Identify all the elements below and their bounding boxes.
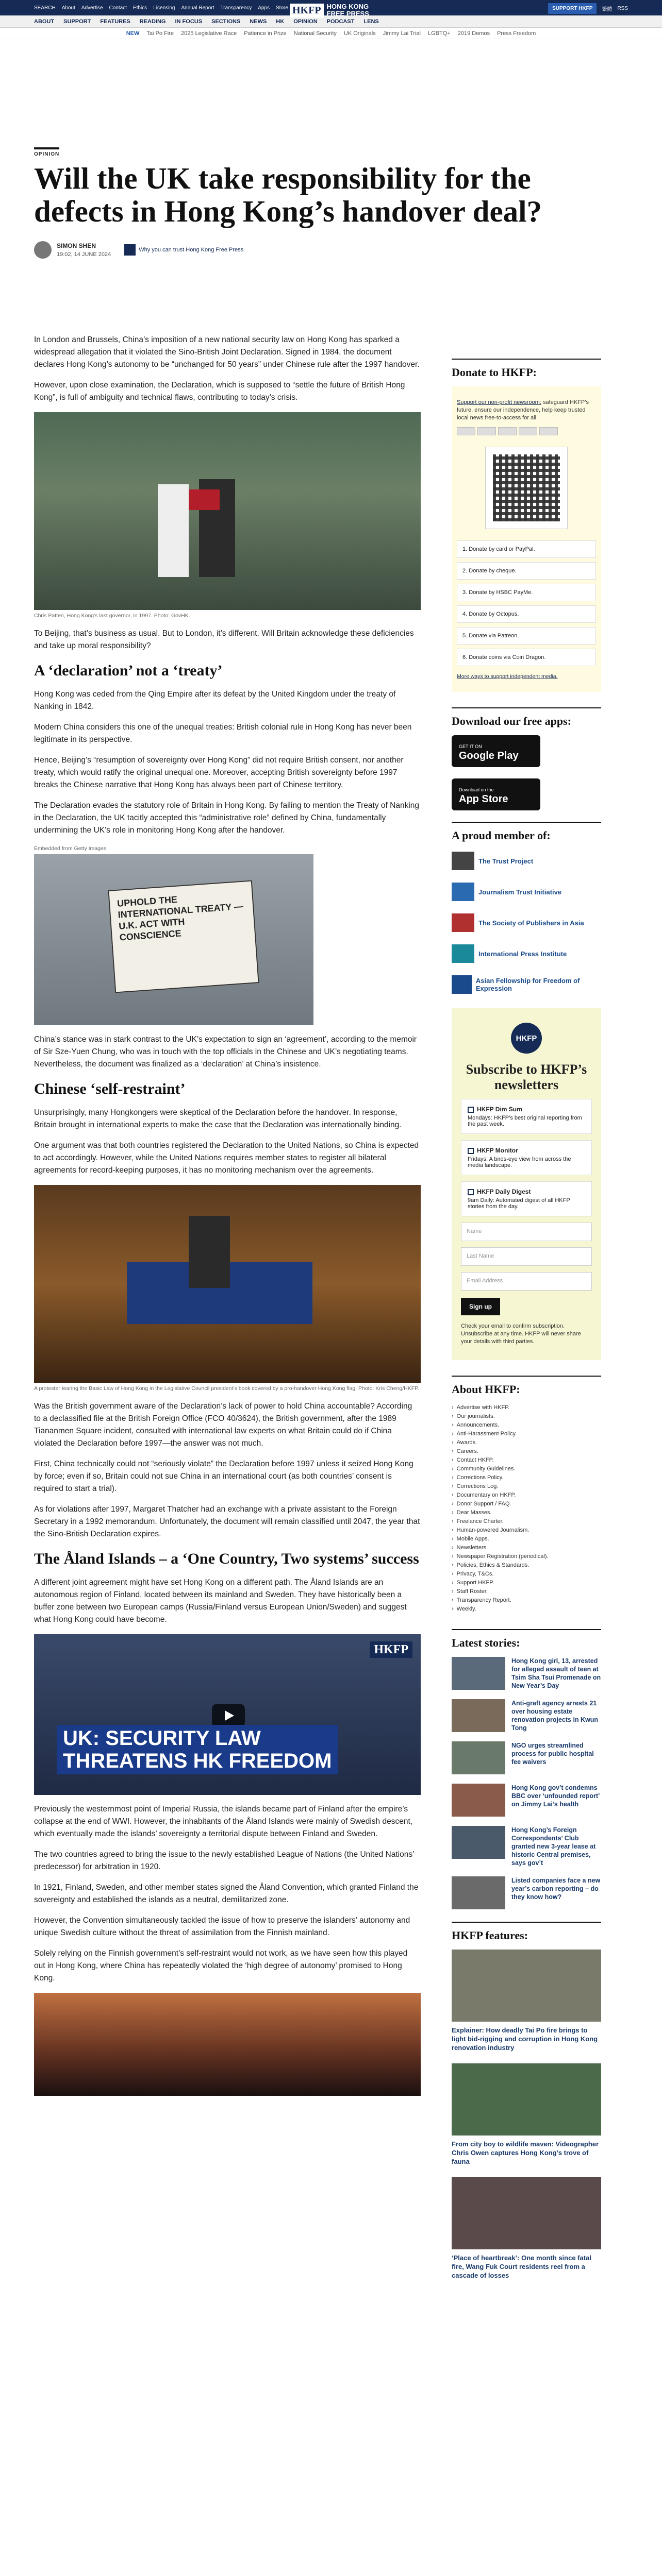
video-badge: HKFP bbox=[370, 1641, 412, 1658]
video-thumbnail[interactable] bbox=[34, 1634, 421, 1795]
topbar-link-apps[interactable]: Apps bbox=[258, 5, 270, 11]
trending-new-label: NEW bbox=[126, 30, 140, 37]
about-link[interactable]: › Corrections Log. bbox=[452, 1482, 601, 1491]
about-link[interactable]: › Weekly. bbox=[452, 1605, 601, 1614]
newsletter-option-monitor[interactable]: HKFP Monitor Fridays: A birds-eye view from across the media landscape. bbox=[461, 1140, 592, 1175]
topbar-link-about[interactable]: About bbox=[61, 5, 75, 11]
top-bar bbox=[0, 0, 662, 18]
paragraph: One argument was that both countries registered the Declaration to the United Nations, so China is expected to act accordingly. However, while the United Nations requires member states to register all bilateral agreements for record-keeping purposes, it has no monitoring mechanism over the agreements. bbox=[34, 1141, 419, 1175]
features-heading: HKFP features: bbox=[452, 1922, 601, 1942]
logo-mark: HKFP bbox=[290, 4, 324, 18]
protest-photo bbox=[34, 854, 313, 1025]
paragraph: The Declaration evades the statutory role of Britain in Hong Kong. By failing to mention the Treaty of Nanking in the Declaration, the UK tacitly accepted this “administrative role” defined by China, fundamentally undermining the UK’s role in monitoring Hong Kong after the handover. bbox=[34, 801, 419, 835]
donate-link[interactable]: Support our non-profit newsroom: bbox=[457, 399, 541, 405]
nav-podcast[interactable]: PODCAST bbox=[326, 18, 355, 25]
email-input[interactable]: Email Address bbox=[461, 1272, 592, 1291]
nav-hk[interactable]: HK bbox=[276, 18, 285, 25]
author-avatar[interactable] bbox=[34, 241, 52, 259]
nav-in-focus[interactable]: IN FOCUS bbox=[175, 18, 203, 25]
about-link[interactable]: › Announcements. bbox=[452, 1421, 601, 1430]
video-embed[interactable] bbox=[34, 1634, 421, 1795]
about-link[interactable]: › Advertise with HKFP. bbox=[452, 1403, 601, 1412]
visa-icon bbox=[457, 427, 475, 435]
latest-story[interactable]: NGO urges streamlined process for public hospital fee waivers bbox=[452, 1741, 601, 1774]
byline bbox=[34, 241, 627, 259]
sidebar bbox=[452, 359, 601, 2291]
latest-story[interactable]: Hong Kong’s Foreign Correspondents’ Club granted new 3-year lease at historic Central premises, says gov’t bbox=[452, 1826, 601, 1867]
latest-story[interactable]: Hong Kong gov’t condemns BBC over ‘unfounded report’ on Jimmy Lai’s health bbox=[452, 1784, 601, 1817]
trust-note[interactable]: Why you can trust Hong Kong Free Press bbox=[124, 244, 243, 256]
paragraph: However, upon close examination, the Declaration, which is supposed to “settle the future of British Hong Kong”, is full of ambiguity and technical flaws, contributing to today’s crisis. bbox=[34, 381, 405, 402]
trust-icon bbox=[124, 244, 136, 256]
section-tag[interactable]: OPINION bbox=[34, 147, 59, 157]
donate-option[interactable]: 1. Donate by card or PayPal. bbox=[457, 540, 596, 558]
nav-opinion[interactable]: OPINION bbox=[293, 18, 318, 25]
nav-sections[interactable]: SECTIONS bbox=[211, 18, 241, 25]
article-header bbox=[34, 147, 627, 259]
publish-date: 19:02, 14 JUNE 2024 bbox=[57, 251, 111, 258]
topbar-link-store[interactable]: Store bbox=[276, 5, 288, 11]
affex-logo bbox=[452, 975, 472, 994]
about-link[interactable]: › Anti-Harassment Policy. bbox=[452, 1430, 601, 1438]
trending-item[interactable]: Press Freedom bbox=[497, 30, 536, 37]
applepay-icon bbox=[539, 427, 558, 435]
figure-legco bbox=[34, 1185, 421, 1392]
topbar-link-ethics[interactable]: Ethics bbox=[133, 5, 147, 11]
latest-story[interactable]: Anti-graft agency arrests 21 over housing estate renovation projects in Kwun Tong bbox=[452, 1699, 601, 1732]
paypal-icon bbox=[519, 427, 537, 435]
latest-story[interactable]: Hong Kong girl, 13, arrested for alleged assault of teen at Tsim Sha Tsui Promenade on New Year’s Day bbox=[452, 1657, 601, 1690]
paragraph: China’s stance was in stark contrast to the UK’s expectation to sign an ‘agreement’, according to the memoir of Sir Sze-Yuen Chung, who was in touch with the top officials in the Chinese and UK’s negotiating teams. Nevertheless, the document was finalized as a ‘declaration’ at China’s insistence. bbox=[34, 1035, 417, 1069]
legco-photo bbox=[34, 1185, 421, 1383]
paragraph: First, China technically could not “seriously violate” the Declaration before 1997 unless it seized Hong Kong by force; even if so, Britain could not sue China in an international court (as both countries’ consent is required to start a trial). bbox=[34, 1460, 413, 1493]
figure-handover bbox=[34, 412, 421, 619]
about-link[interactable]: › Corrections Policy. bbox=[452, 1473, 601, 1482]
article-title: Will the UK take responsibility for the defects in Hong Kong’s handover deal? bbox=[34, 161, 542, 228]
paragraph: Modern China considers this one of the unequal treaties: British colonial rule in Hong Kong has never been legitimate in its perspective. bbox=[34, 723, 412, 744]
nav-news[interactable]: NEWS bbox=[250, 18, 267, 25]
about-link[interactable]: › Documentary on HKFP. bbox=[452, 1491, 601, 1500]
member-ipi[interactable]: International Press Institute bbox=[452, 942, 601, 965]
about-link[interactable]: › Freelance Charter. bbox=[452, 1517, 601, 1526]
donate-option[interactable]: 6. Donate coins via Coin Dragon. bbox=[457, 649, 596, 666]
newsletter-option-dimsum[interactable]: HKFP Dim Sum Mondays: HKFP’s best original reporting from the past week. bbox=[461, 1099, 592, 1134]
trending-item[interactable]: Tai Po Fire bbox=[146, 30, 174, 37]
about-link[interactable]: › Dear Masses. bbox=[452, 1509, 601, 1517]
app-store-button[interactable]: Download on the App Store bbox=[452, 778, 540, 810]
paragraph: Was the British government aware of the Declaration’s lack of power to hold China accountable? According to a declassified file at the British Foreign Office (FCO 40/3624), the British government, after the 1989 Tiananmen Square incident, consulted with international law experts on what Britain could do if China violated the Declaration before 1997—the answer was not much. bbox=[34, 1402, 412, 1448]
author-name[interactable]: SIMON SHEN bbox=[57, 242, 96, 249]
feature-story[interactable]: ‘Place of heartbreak’: One month since fatal fire, Wang Fuk Court residents reel from a cascade of losses bbox=[452, 2177, 601, 2280]
more-ways-link[interactable]: More ways to support independent media. bbox=[457, 673, 558, 680]
trending-item[interactable]: National Security bbox=[293, 30, 337, 37]
paragraph: To Beijing, that’s business as usual. But to London, it’s different. Will Britain acknowledge these deficiencies and take up moral responsibility? bbox=[34, 629, 414, 650]
trending-item[interactable]: Jimmy Lai Trial bbox=[383, 30, 421, 37]
language-link[interactable]: 繁體 bbox=[602, 7, 613, 12]
sopa-logo bbox=[452, 913, 474, 932]
member-sopa[interactable]: The Society of Publishers in Asia bbox=[452, 911, 601, 934]
donate-option[interactable]: 4. Donate by Octopus. bbox=[457, 605, 596, 623]
section-heading: Chinese ‘self-restraint’ bbox=[34, 1080, 186, 1097]
nav-support[interactable]: SUPPORT bbox=[63, 18, 91, 25]
paragraph: Hong Kong was ceded from the Qing Empire after its defeat by the United Kingdom under the treaty of Nanking in 1842. bbox=[34, 690, 396, 711]
about-link[interactable]: › Staff Roster. bbox=[452, 1587, 601, 1596]
trending-item[interactable]: 2019 Demos bbox=[457, 30, 490, 37]
play-icon[interactable] bbox=[212, 1704, 245, 1727]
mastercard-icon bbox=[477, 427, 496, 435]
latest-story[interactable]: Listed companies face a new year’s carbon reporting – do they know how? bbox=[452, 1876, 601, 1909]
paragraph: As for violations after 1997, Margaret Thatcher had an exchange with a private assistant to the Foreign Secretary in a 1992 memorandum. Unfortunately, the document will remain classified until 2047, the year that the Sino-British Declaration expires. bbox=[34, 1505, 420, 1538]
newsletter-logo: HKFP bbox=[511, 1023, 542, 1054]
paragraph: Solely relying on the Finnish government’s self-restraint would not work, as we have seen how this played out in Hong Kong, where China has repeatedly violated the ‘high degree of autonomy’ promised to Hong Kong. bbox=[34, 1949, 408, 1982]
topbar-link-annual-report[interactable]: Annual Report bbox=[181, 5, 214, 11]
checkbox-icon[interactable] bbox=[468, 1189, 474, 1195]
topbar-link-licensing[interactable]: Licensing bbox=[153, 5, 175, 11]
section-heading: The Åland Islands – a ‘One Country, Two systems’ success bbox=[34, 1550, 419, 1567]
about-link[interactable]: › Awards. bbox=[452, 1438, 601, 1447]
about-link[interactable]: › Support HKFP. bbox=[452, 1579, 601, 1587]
about-link[interactable]: › Newsletters. bbox=[452, 1544, 601, 1552]
paragraph: Hence, Beijing’s “resumption of sovereignty over Hong Kong” did not require British consent, nor another treaty, which would ratify the original unequal one. Moreover, accepting British sovereignty before 1997 breaks the Chinese narrative that Hong Kong has always been part of Chinese territory. bbox=[34, 756, 404, 789]
about-heading: About HKFP: bbox=[452, 1376, 601, 1396]
checkbox-icon[interactable] bbox=[468, 1107, 474, 1113]
donate-qr-code[interactable] bbox=[485, 447, 568, 529]
protest-sign-text: UPHOLD THE INTERNATIONAL TREATY — U.K. ACT WITH CONSCIENCE bbox=[108, 880, 259, 993]
paragraph: In 1921, Finland, Sweden, and other member states signed the Åland Convention, which granted Finland the sovereignty and established the islands as a neutral, demilitarized zone. bbox=[34, 1883, 419, 1904]
about-link[interactable]: › Newspaper Registration (periodical). bbox=[452, 1552, 601, 1561]
donate-heading: Donate to HKFP: bbox=[452, 359, 601, 379]
donate-option[interactable]: 3. Donate by HSBC PayMe. bbox=[457, 584, 596, 601]
about-link[interactable]: › Mobile Apps. bbox=[452, 1535, 601, 1544]
trending-item[interactable]: LGBTQ+ bbox=[428, 30, 451, 37]
paragraph: A different joint agreement might have set Hong Kong on a different path. The Åland Islands are an autonomous region of Finland, located between its mainland and Sweden. They have historically been a buffer zone between two European camps (Russia/Finland versus European Union/Sweden) and suggest what Hong Kong could have become. bbox=[34, 1578, 407, 1624]
signup-button[interactable]: Sign up bbox=[461, 1298, 500, 1315]
member-trust-project[interactable]: The Trust Project bbox=[452, 850, 601, 872]
newsletter-option-digest[interactable]: HKFP Daily Digest 9am Daily: Automated digest of all HKFP stories from the day. bbox=[461, 1181, 592, 1216]
figure-protest-sign bbox=[34, 845, 421, 1025]
figure-sunset bbox=[34, 1993, 421, 2096]
about-link[interactable]: › Contact HKFP. bbox=[452, 1456, 601, 1465]
figure-caption: A protester tearing the Basic Law of Hong Kong in the Legislative Council president’s book covered by a pro-handover Hong Kong flag. Photo: Kris Cheng/HKFP. bbox=[34, 1385, 419, 1392]
about-link[interactable]: › Our journalists. bbox=[452, 1412, 601, 1421]
newsletter-note: Check your email to confirm subscription. Unsubscribe at any time. HKFP will never share your details with third parties. bbox=[461, 1323, 581, 1345]
apps-heading: Download our free apps: bbox=[452, 707, 601, 728]
feature-story[interactable]: From city boy to wildlife maven: Videographer Chris Owen captures Hong Kong’s trove of fauna bbox=[452, 2063, 601, 2166]
feature-story[interactable]: Explainer: How deadly Tai Po fire brings to light bid-rigging and corruption in Hong Kong renovation industry bbox=[452, 1950, 601, 2052]
video-title: UK: SECURITY LAW THREATENS HK FREEDOM bbox=[57, 1725, 338, 1774]
donate-option[interactable]: 2. Donate by cheque. bbox=[457, 562, 596, 580]
nav-about[interactable]: ABOUT bbox=[34, 18, 55, 25]
nav-reading[interactable]: READING bbox=[139, 18, 166, 25]
figure-caption: Chris Patten, Hong Kong’s last governor, in 1997. Photo: GovHK. bbox=[34, 613, 190, 619]
trending-bar bbox=[0, 28, 662, 39]
jti-logo bbox=[452, 883, 474, 901]
trending-item[interactable]: Patience in Prize bbox=[244, 30, 287, 37]
paragraph: Previously the westernmost point of Imperial Russia, the islands became part of Finland after the empire’s collapse at the end of WWI. However, the inhabitants of the Åland Islands were mainly of Swedish descent, which eventually made the islands’ sovereignty a territorial dispute between Finland and Sweden. bbox=[34, 1805, 413, 1838]
about-link[interactable]: › Community Guidelines. bbox=[452, 1465, 601, 1473]
about-link[interactable]: › Transparency Report. bbox=[452, 1596, 601, 1605]
about-link[interactable]: › Careers. bbox=[452, 1447, 601, 1456]
ipi-logo bbox=[452, 944, 474, 963]
donate-option[interactable]: 5. Donate via Patreon. bbox=[457, 627, 596, 645]
about-link[interactable]: › Policies, Ethics & Standards. bbox=[452, 1561, 601, 1570]
last-name-input[interactable]: Last Name bbox=[461, 1247, 592, 1266]
paragraph: The two countries agreed to bring the issue to the newly established League of Nations (the United Nations’ predecessor) for arbitration in 1920. bbox=[34, 1850, 414, 1871]
handover-photo bbox=[34, 412, 421, 610]
topbar-link-search[interactable]: SEARCH bbox=[34, 5, 56, 11]
topbar-link-contact[interactable]: Contact bbox=[109, 5, 127, 11]
about-link[interactable]: › Privacy, T&Cs. bbox=[452, 1570, 601, 1579]
nav-features[interactable]: FEATURES bbox=[100, 18, 130, 25]
payment-icons bbox=[457, 427, 596, 435]
topbar-link-advertise[interactable]: Advertise bbox=[81, 5, 103, 11]
first-name-input[interactable]: Name bbox=[461, 1223, 592, 1241]
rss-link[interactable]: RSS bbox=[617, 6, 628, 11]
amex-icon bbox=[498, 427, 517, 435]
sunset-photo bbox=[34, 1993, 421, 2096]
paragraph: In London and Brussels, China’s imposition of a new national security law on Hong Kong has sparked a widespread allegation that it violated the Sino-British Joint Declaration. Signed in 1984, the document declares Hong Kong’s autonomy to be “unchanged for 50 years” under Chinese rule after the 1997 handover. bbox=[34, 335, 420, 369]
google-play-button[interactable]: GET IT ON Google Play bbox=[452, 735, 540, 767]
section-heading: A ‘declaration’ not a ‘treaty’ bbox=[34, 662, 223, 679]
embed-label: Embedded from Getty Images bbox=[34, 845, 107, 852]
about-link[interactable]: › Human-powered Journalism. bbox=[452, 1526, 601, 1535]
latest-heading: Latest stories: bbox=[452, 1629, 601, 1650]
about-link[interactable]: › Donor Support / FAQ. bbox=[452, 1500, 601, 1509]
newsletter-box bbox=[452, 1008, 601, 1360]
paragraph: Unsurprisingly, many Hongkongers were skeptical of the Declaration before the handover. In response, Britain brought in international experts to make the case that the Declaration was internationally binding. bbox=[34, 1108, 402, 1129]
about-list bbox=[452, 1403, 601, 1614]
member-heading: A proud member of: bbox=[452, 822, 601, 842]
paragraph: However, the Convention simultaneously tackled the issue of how to preserve the islanders’ autonomy and unique Swedish culture without the threat of assimilation from the Finnish mainland. bbox=[34, 1916, 410, 1937]
member-affex[interactable]: Asian Fellowship for Freedom of Expression bbox=[452, 973, 601, 996]
topbar-link-transparency[interactable]: Transparency bbox=[220, 5, 252, 11]
newsletter-title: Subscribe to HKFP’s newsletters bbox=[466, 1062, 587, 1092]
member-jti[interactable]: Journalism Trust Initiative bbox=[452, 880, 601, 903]
article-body bbox=[34, 334, 421, 2104]
nav-lens[interactable]: LENS bbox=[363, 18, 379, 25]
logo-text: HONG KONG FREE PRESS bbox=[326, 3, 369, 18]
donate-box: Support our non-profit newsroom: safeguard HKFP’s future, ensure our independence, help keep trusted local news free-to-access for all. 1. Donate by card or PayPal. 2. Donate by cheque. 3. Donate by HSBC PayMe. 4. Donate by Octopus. 5. Donate via Patreon. 6. Donate coins via Coin Dragon. More ways to support independent media. bbox=[452, 386, 601, 692]
trending-item[interactable]: 2025 Legislative Race bbox=[180, 30, 237, 37]
site-logo[interactable] bbox=[290, 3, 369, 18]
trending-item[interactable]: UK Originals bbox=[343, 30, 376, 37]
checkbox-icon[interactable] bbox=[468, 1148, 474, 1154]
trust-project-logo bbox=[452, 852, 474, 870]
support-button[interactable]: SUPPORT HKFP bbox=[548, 3, 597, 14]
